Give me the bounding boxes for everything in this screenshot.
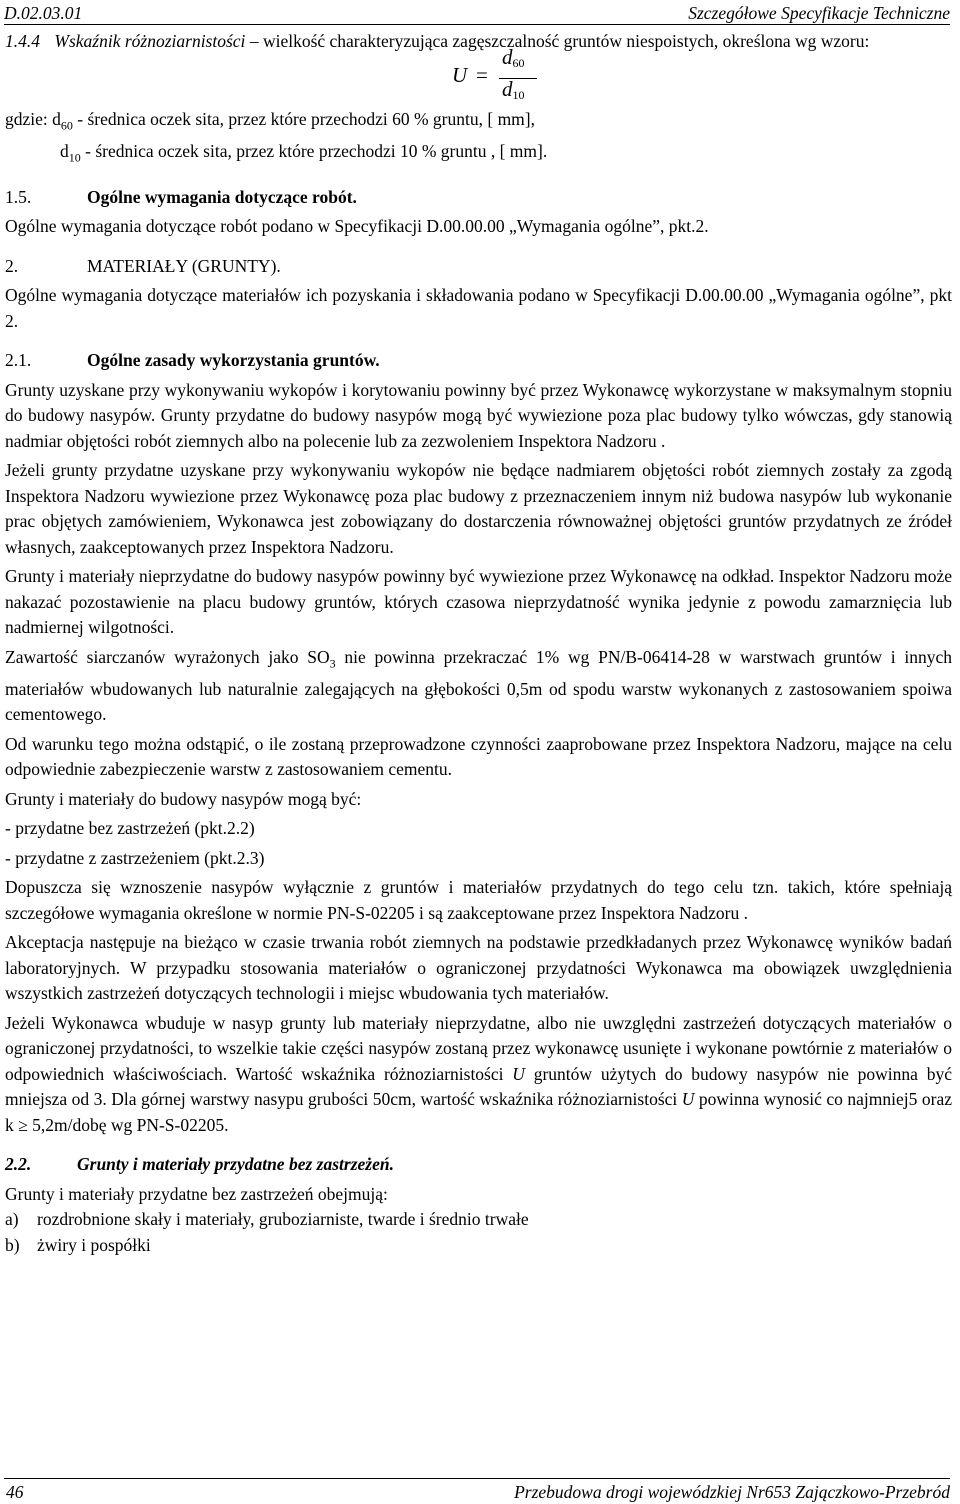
header-code: D.02.03.01 xyxy=(4,3,83,23)
section-2-heading: 2. MATERIAŁY (GRUNTY). xyxy=(5,255,281,276)
section-1-4-4 xyxy=(5,29,952,55)
where-line-d10: $d_{10}$ - średnica oczek sita, przez które przechodzi 10 % gruntu , [ mm]. xyxy=(60,140,548,164)
formula-equals: = xyxy=(476,62,488,87)
paragraph: Zawartość siarczanów wyrażonych jako $SO_3$ nie powinna przekraczać 1% wg PN/B-06414-28 w warstwach gruntów i innych materiałów wbudowanych lub naturalnie zalegających na głębokości 0,5m od spodu warstw wykonanych z zastosowaniem spoiwa cementowego. xyxy=(5,646,953,724)
term-definition: – wielkość charakteryzująca zagęszczalność gruntów niespoistych, określona wg wzoru: xyxy=(249,31,870,51)
section-2-2-heading: 2.2. Grunty i materiały przydatne bez zastrzeżeń. xyxy=(5,1154,394,1174)
paragraph: Akceptacja następuje na bieżąco w czasie trwania robót ziemnych na podstawie przedkładanych przez Wykonawcę wyników badań laboratoryjnych. W przypadku stosowania materiałów o ograniczonej przydatności Wykonawca ma obowiązek uwzględnienia wszystkich zastrzeżeń dotyczących technologii i miejsc wbudowania tych materiałów. xyxy=(5,932,952,1003)
formula-lhs: U xyxy=(452,62,468,87)
section-1-5-text: Ogólne wymagania dotyczące robót podano w Specyfikacji D.00.00.00 „Wymagania ogólne”, pkt.2. xyxy=(5,216,709,236)
page-footer xyxy=(4,1478,950,1503)
page-header xyxy=(4,0,950,25)
paragraph: Jeżeli Wykonawca wbuduje w nasyp grunty lub materiały nieprzydatne, albo nie uwzględni zastrzeżeń dotyczących materiałów o ograniczonej przydatności, to wszelkie takie części nasypów zostaną przez wykonawcę usunięte i wykonane powtórnie z materiałów o odpowiednich właściwościach. Wartość wskaźnika różnoziarnistości U gruntów użytych do budowy nasypów nie powinna być mniejsza od 3. Dla górnej warstwy nasypu grubości 50cm, wartość wskaźnika różnoziarnistości U powinna wynosić co najmniej5 oraz k ≥ 5,2m/dobę wg PN-S-02205. xyxy=(5,1012,952,1135)
section-number: 1.4.4 xyxy=(5,31,40,51)
header-title: Szczegółowe Specyfikacje Techniczne xyxy=(688,3,950,23)
document-body xyxy=(5,27,952,1258)
list-item: - przydatne z zastrzeżeniem (pkt.2.3) xyxy=(5,847,265,868)
paragraph: Od warunku tego można odstąpić, o ile zostaną przeprowadzone czynności zaaprobowane przez Inspektora Nadzoru, mające na celu odpowiednie zabezpieczenie warstw z zastosowaniem cementu. xyxy=(5,733,952,779)
paragraph: Grunty i materiały przydatne bez zastrzeżeń obejmują: xyxy=(5,1183,388,1204)
paragraph: Grunty uzyskane przy wykonywaniu wykopów i korytowaniu powinny być przez Wykonawcę wykorzystane w maksymalnym stopniu do budowy nasypów. Grunty przydatne do budowy nasypów mogą być wywiezione poza plac budowy tylko wówczas, gdy stanowią nadmiar objętości robót ziemnych albo na polecenie lub za zezwoleniem Inspektora Nadzoru . xyxy=(5,379,952,451)
formula-denominator: $d_{10}$ xyxy=(502,76,525,102)
uniformity-formula xyxy=(446,44,952,105)
paragraph: Grunty i materiały do budowy nasypów mogą być: xyxy=(5,788,362,809)
list-item: a) rozdrobnione skały i materiały, gruboziarniste, twarde i średnio trwałe xyxy=(5,1209,529,1229)
section-1-5-heading: 1.5. Ogólne wymagania dotyczące robót. xyxy=(5,186,357,207)
section-2-text: Ogólne wymagania dotyczące materiałów ich pozyskania i składowania podano w Specyfikacji D.00.00.00 „Wymagania ogólne”, pkt 2. xyxy=(5,285,952,331)
list-item: - przydatne bez zastrzeżeń (pkt.2.2) xyxy=(5,818,255,838)
section-2-1-heading: 2.1. Ogólne zasady wykorzystania gruntów. xyxy=(5,350,380,370)
list-item: b) żwiry i pospółki xyxy=(5,1234,151,1255)
page-number: 46 xyxy=(6,1482,24,1502)
where-line-d60: gdzie: $d_{60}$ - średnica oczek sita, przez które przechodzi 60 % gruntu, [ mm], xyxy=(5,108,535,132)
paragraph: Dopuszcza się wznoszenie nasypów wyłącznie z gruntów i materiałów przydatnych do tego celu tzn. takich, które spełniają szczegółowe wymagania określone w normie PN-S-02205 i są zaakceptowane przez Inspektora Nadzoru . xyxy=(5,877,952,923)
footer-title: Przebudowa drogi wojewódzkiej Nr653 Zajączkowo-Przebród xyxy=(514,1482,950,1502)
formula-numerator: $d_{60}$ xyxy=(502,44,525,70)
paragraph: Jeżeli grunty przydatne uzyskane przy wykonywaniu wykopów nie będące nadmiarem objętości robót ziemnych zostały za zgodą Inspektora Nadzoru wywiezione przez Wykonawcę poza plac budowy z przeznaczeniem innym niż budowa nasypów lub wykonanie prac objętych zamówieniem, Wykonawca jest zobowiązany do dostarczenia równoważnej objętości gruntów przydatnych ze źródeł własnych, zaakceptowanych przez Inspektora Nadzoru. xyxy=(5,460,952,557)
term-name: Wskaźnik różnoziarnistości xyxy=(54,31,246,51)
paragraph: Grunty i materiały nieprzydatne do budowy nasypów powinny być wywiezione przez Wykonawcę na odkład. Inspektor Nadzoru może nakazać pozostawienie na placu budowy gruntów, których czasowa nieprzydatność wynika jedynie z powodu zamarznięcia lub nadmiernej wilgotności. xyxy=(5,566,952,637)
